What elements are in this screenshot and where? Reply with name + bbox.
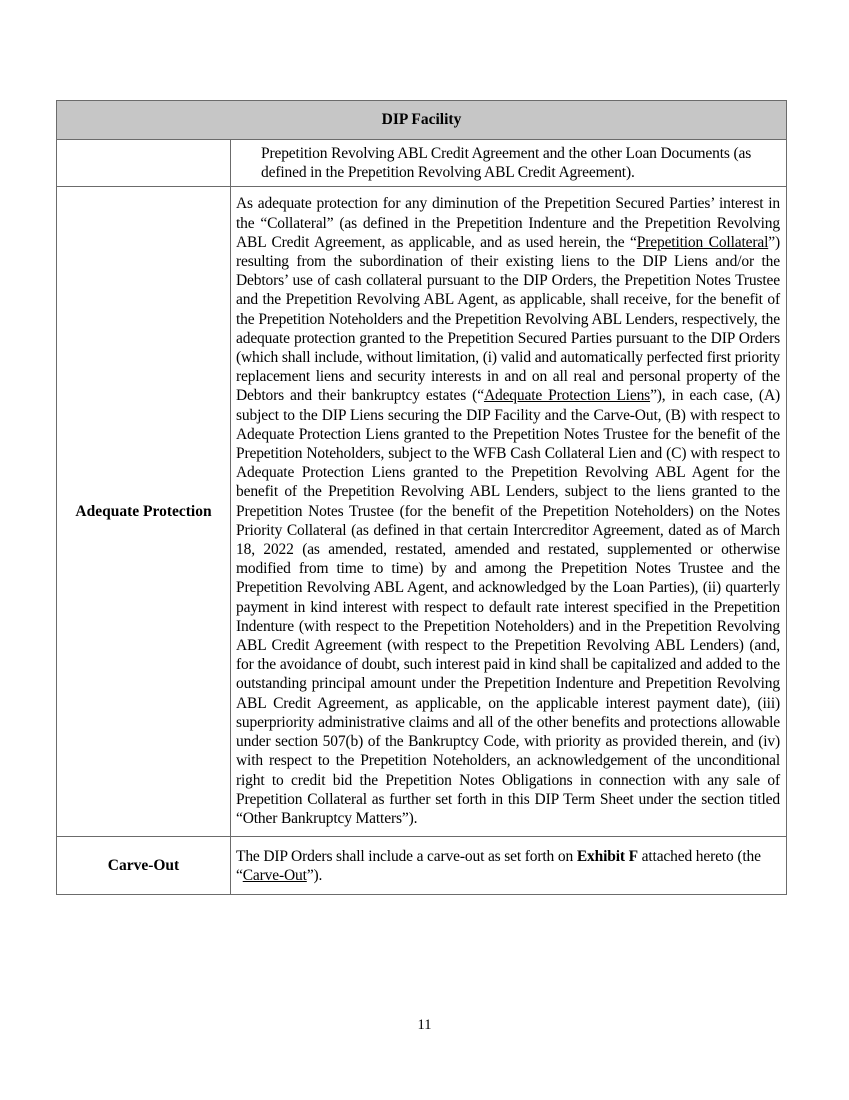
co-text-part-3: ”). [306,867,323,885]
continuation-label [57,140,231,187]
defined-term-carve-out: Carve-Out [242,867,307,885]
co-text-part-1: The DIP Orders shall include a carve-out as set forth on [236,848,577,866]
table-header-row [57,101,787,140]
table-row-carve-out [57,837,787,894]
page-number: 11 [417,1017,432,1033]
defined-term-adequate-protection-liens: Adequate Protection Liens [483,387,651,405]
carve-out-label: Carve-Out [57,837,231,894]
ap-text-part-2: ”) resulting from the subordination of their existing liens to the DIP Liens and/or the Debtors’ use of cash collateral pursuant to the DIP Orders, the Prepetition Notes Trustee and the Prepetition Revolving ABL Agent, as applicable, shall receive, for the benefit of the Prepetition Noteholders and the Prepetition Revolving ABL Lenders, respectively, the adequate protection granted to the Prepetition Secured Parties pursuant to the DIP Orders (which shall include, without limitation, (i) valid and automatically perfected first priority replacement liens and security interests in and on all real and personal property of the Debtors and their bankruptcy estates (“ [236,233,780,405]
adequate-protection-label: Adequate Protection [57,187,231,837]
defined-term-prepetition-collateral: Prepetition Collateral [636,233,769,251]
ap-text-part-1: As adequate protection for any diminution of the Prepetition Secured Parties’ interest in the “Collateral” (as defined in the Prepetition Indenture and the Prepetition Revolving ABL Credit Agreement, as applicable, and as used herein, the “ [236,195,780,251]
table-row-adequate-protection [57,187,787,837]
exhibit-reference: Exhibit F [576,848,638,866]
table-header: DIP Facility [57,101,787,140]
carve-out-text [231,837,786,893]
table-row-continuation [57,140,787,187]
continuation-text: Prepetition Revolving ABL Credit Agreement and the other Loan Documents (as defined in the Prepetition Revolving ABL Credit Agreement). [261,145,752,182]
continuation-cell [231,140,787,187]
adequate-protection-text [231,187,786,836]
adequate-protection-cell [231,187,787,837]
dip-term-sheet-table [56,100,787,895]
ap-text-part-3: ”), in each case, (A) subject to the DIP Liens securing the DIP Facility and the Carve-Out, (B) with respect to Adequate Protection Liens granted to the Prepetition Notes Trustee for the benefit of the Prepetition Noteholders, subject to the WFB Cash Collateral Lien and (C) with respect to Adequate Protection Liens granted to the Prepetition Revolving ABL Agent for the benefit of the Prepetition Revolving ABL Lenders, subject to the liens granted to the Prepetition Notes Trustee (for the benefit of the Prepetition Noteholders) on the Notes Priority Collateral (as defined in that certain Intercreditor Agreement, dated as of March 18, 2022 (as amended, restated, amended and restated, supplemented or otherwise modified from time to time) by and among the Prepetition Notes Trustee and the Prepetition Revolving ABL Agent, and acknowledged by the Loan Parties), (ii) quarterly payment in kind interest with respect to default rate interest specified in the Prepetition Indenture (with respect to the Prepetition Noteholders) and in the Prepetition Revolving ABL Credit Agreement (with respect to the Prepetition Revolving ABL Lenders) (and, for the avoidance of doubt, such interest paid in kind shall be capitalized and added to the outstanding principal amount under the Prepetition Indenture and Prepetition Revolving ABL Credit Agreement, as applicable, on the applicable interest payment date), (iii) superpriority administrative claims and all of the other benefits and protections allowable under section 507(b) of the Bankruptcy Code, with priority as provided therein, and (iv) with respect to the Prepetition Noteholders, an acknowledgement of the unconditional right to credit bid the Prepetition Notes Obligations in connection with any sale of Prepetition Collateral as further set forth in this DIP Term Sheet under the section titled “Other Bankruptcy Matters”). [236,387,781,827]
co-text-part-2: attached hereto (the “ [236,848,761,885]
carve-out-cell [231,837,787,894]
